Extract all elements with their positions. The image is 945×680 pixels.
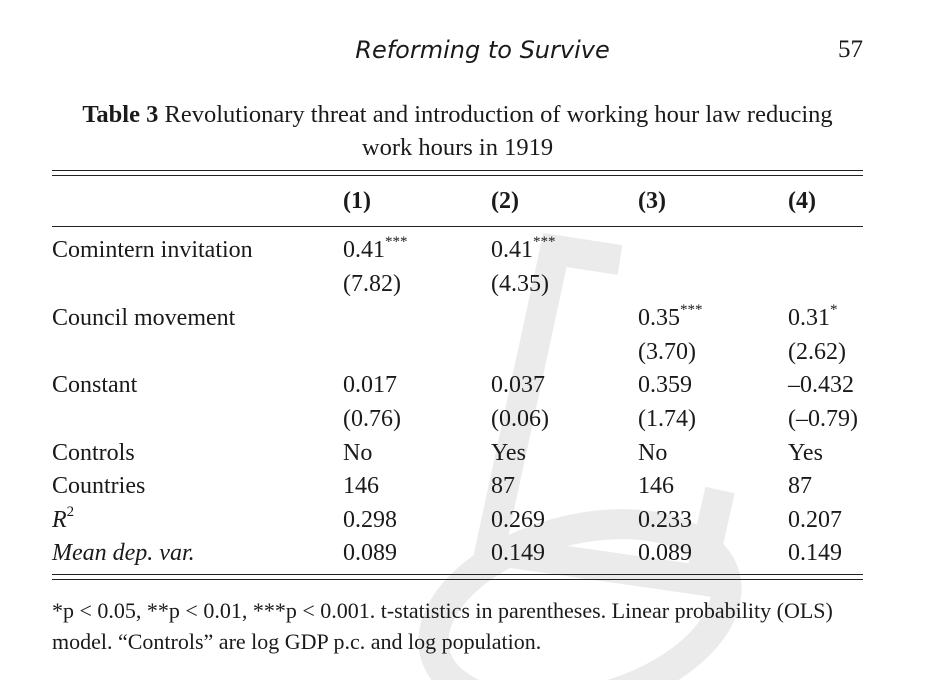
table-cell: (4.35) [491,271,549,297]
column-header-3: (3) [638,188,666,214]
table-cell: (0.06) [491,406,549,432]
running-title: Reforming to Survive [355,36,610,64]
table-cell: 0.149 [491,540,545,566]
row-label-council: Council movement [52,305,236,331]
table-cell: 0.233 [638,507,692,533]
table-cell: No [343,440,373,466]
row-label-comintern: Comintern invitation [52,237,253,263]
row-label-mean-dep-var: Mean dep. var. [52,540,195,566]
table-cell: 146 [343,473,379,499]
table-cell: 0.359 [638,372,692,398]
column-header-2: (2) [491,188,519,214]
table-cell: 0.298 [343,507,397,533]
table-cell: 0.41*** [491,234,556,263]
table-cell: 146 [638,473,674,499]
table-cell: 0.089 [638,540,692,566]
table-cell: Yes [788,440,823,466]
top-rule-1 [52,170,863,171]
page-number: 57 [838,36,863,63]
table-cell: (–0.79) [788,406,858,432]
row-label-constant: Constant [52,372,138,398]
table-cell: (1.74) [638,406,696,432]
row-label-countries: Countries [52,473,146,499]
column-header-1: (1) [343,188,371,214]
significance-stars: *** [385,234,408,250]
top-rule-2 [52,175,863,176]
table-cell: No [638,440,668,466]
caption-line-1: Revolutionary threat and introduction of working hour law reducing [164,101,833,128]
caption-line-2: work hours in 1919 [361,134,554,161]
note-line-1: *p < 0.05, **p < 0.01, ***p < 0.001. t-statistics in parentheses. Linear probability (OLS) [52,598,833,623]
table-cell: 0.089 [343,540,397,566]
table-cell: 87 [788,473,812,499]
table-cell: (2.62) [788,339,846,365]
significance-stars: *** [680,302,703,318]
bottom-rule-2 [52,579,863,580]
table-label: Table 3 [82,101,159,128]
row-label-controls: Controls [52,440,135,466]
table-cell: –0.432 [788,372,854,398]
table-cell: 87 [491,473,515,499]
table-cell: 0.269 [491,507,545,533]
table-cell: (7.82) [343,271,401,297]
note-line-2: model. “Controls” are log GDP p.c. and log population. [52,629,542,654]
significance-stars: * [830,302,838,318]
table-cell: (0.76) [343,406,401,432]
bottom-rule-1 [52,574,863,575]
running-head [0,36,945,72]
table-cell: Yes [491,440,526,466]
table-cell: 0.35*** [638,302,703,331]
table-cell: 0.41*** [343,234,408,263]
significance-stars: *** [533,234,556,250]
table-cell: 0.207 [788,507,842,533]
column-header-4: (4) [788,188,816,214]
table-caption [52,98,863,164]
header-rule [52,226,863,227]
row-label-r-squared: $R^2$ [52,504,75,533]
table-note [52,595,867,657]
table-cell: (3.70) [638,339,696,365]
table-cell: 0.017 [343,372,397,398]
table-cell: 0.31* [788,302,838,331]
table-cell: 0.037 [491,372,545,398]
table-cell: 0.149 [788,540,842,566]
